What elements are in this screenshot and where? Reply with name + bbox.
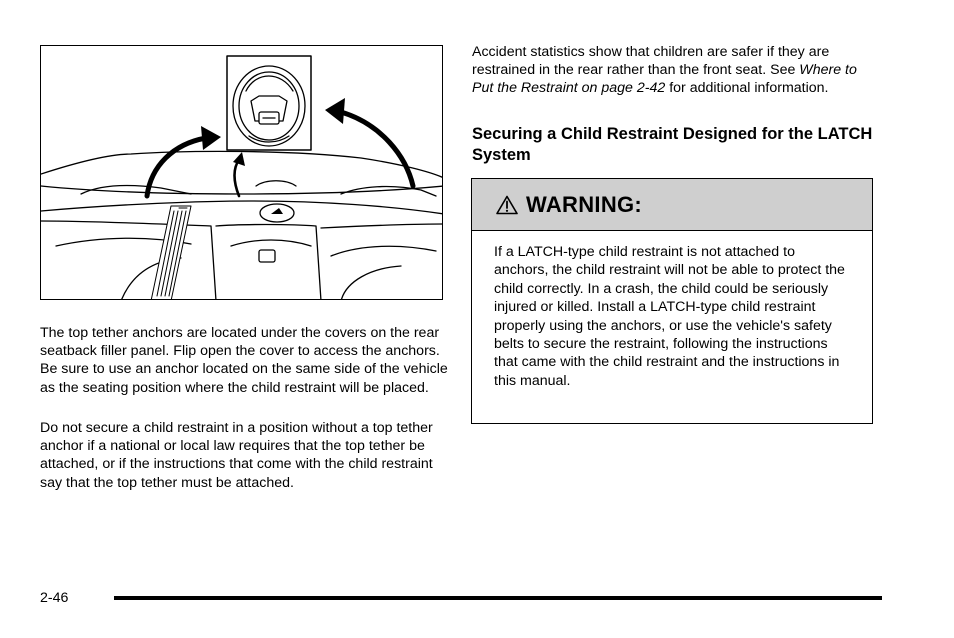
tether-anchor-illustration	[40, 45, 443, 300]
up-arrow-small	[235, 160, 240, 196]
para3-text-after: for additional information.	[665, 80, 829, 97]
warning-header	[472, 179, 872, 231]
warning-text: If a LATCH-type child restraint is not attached to anchors, the child restraint will not be able to protect the child correctly. In a crash, the child could be seriously injured or killed. Install a LATCH-type child restraint properly using the anchors, or use the vehicle's safety belts to secure the restraint, following the instructions that came with the child restraint and the instructions in this manual.	[494, 244, 845, 389]
warning-box	[471, 178, 873, 424]
paragraph-tether-law: Do not secure a child restraint in a position without a top tether anchor if a national or local law requires that the top tether be attached, or if the instructions that come with the child restraint say that the top tether must be attached.	[40, 420, 433, 491]
warning-title: WARNING:	[526, 191, 643, 217]
section-heading: Securing a Child Restraint Designed for the LATCH System	[472, 125, 873, 164]
paragraph-accident-statistics	[472, 43, 882, 98]
warning-triangle-icon	[496, 195, 518, 215]
footer-rule	[114, 596, 882, 600]
seat-latch	[259, 250, 275, 262]
page-reference-link[interactable]: Where to Put the Restraint on page 2-42	[472, 62, 857, 97]
page-number: 2-46	[40, 590, 69, 606]
paragraph-tether-location: The top tether anchors are located under the covers on the rear seatback filler panel. Flip open the cover to access the anchors. Be sure to use an anchor located on the same side of the vehicle as the seating position where the child restraint will be placed.	[40, 325, 448, 396]
seat-belt-strap	[151, 206, 191, 300]
para3-text-before: Accident statistics show that children are safer if they are restrained in the rear rather than the front seat. See	[472, 44, 830, 79]
curved-arrow-right	[341, 112, 413, 186]
